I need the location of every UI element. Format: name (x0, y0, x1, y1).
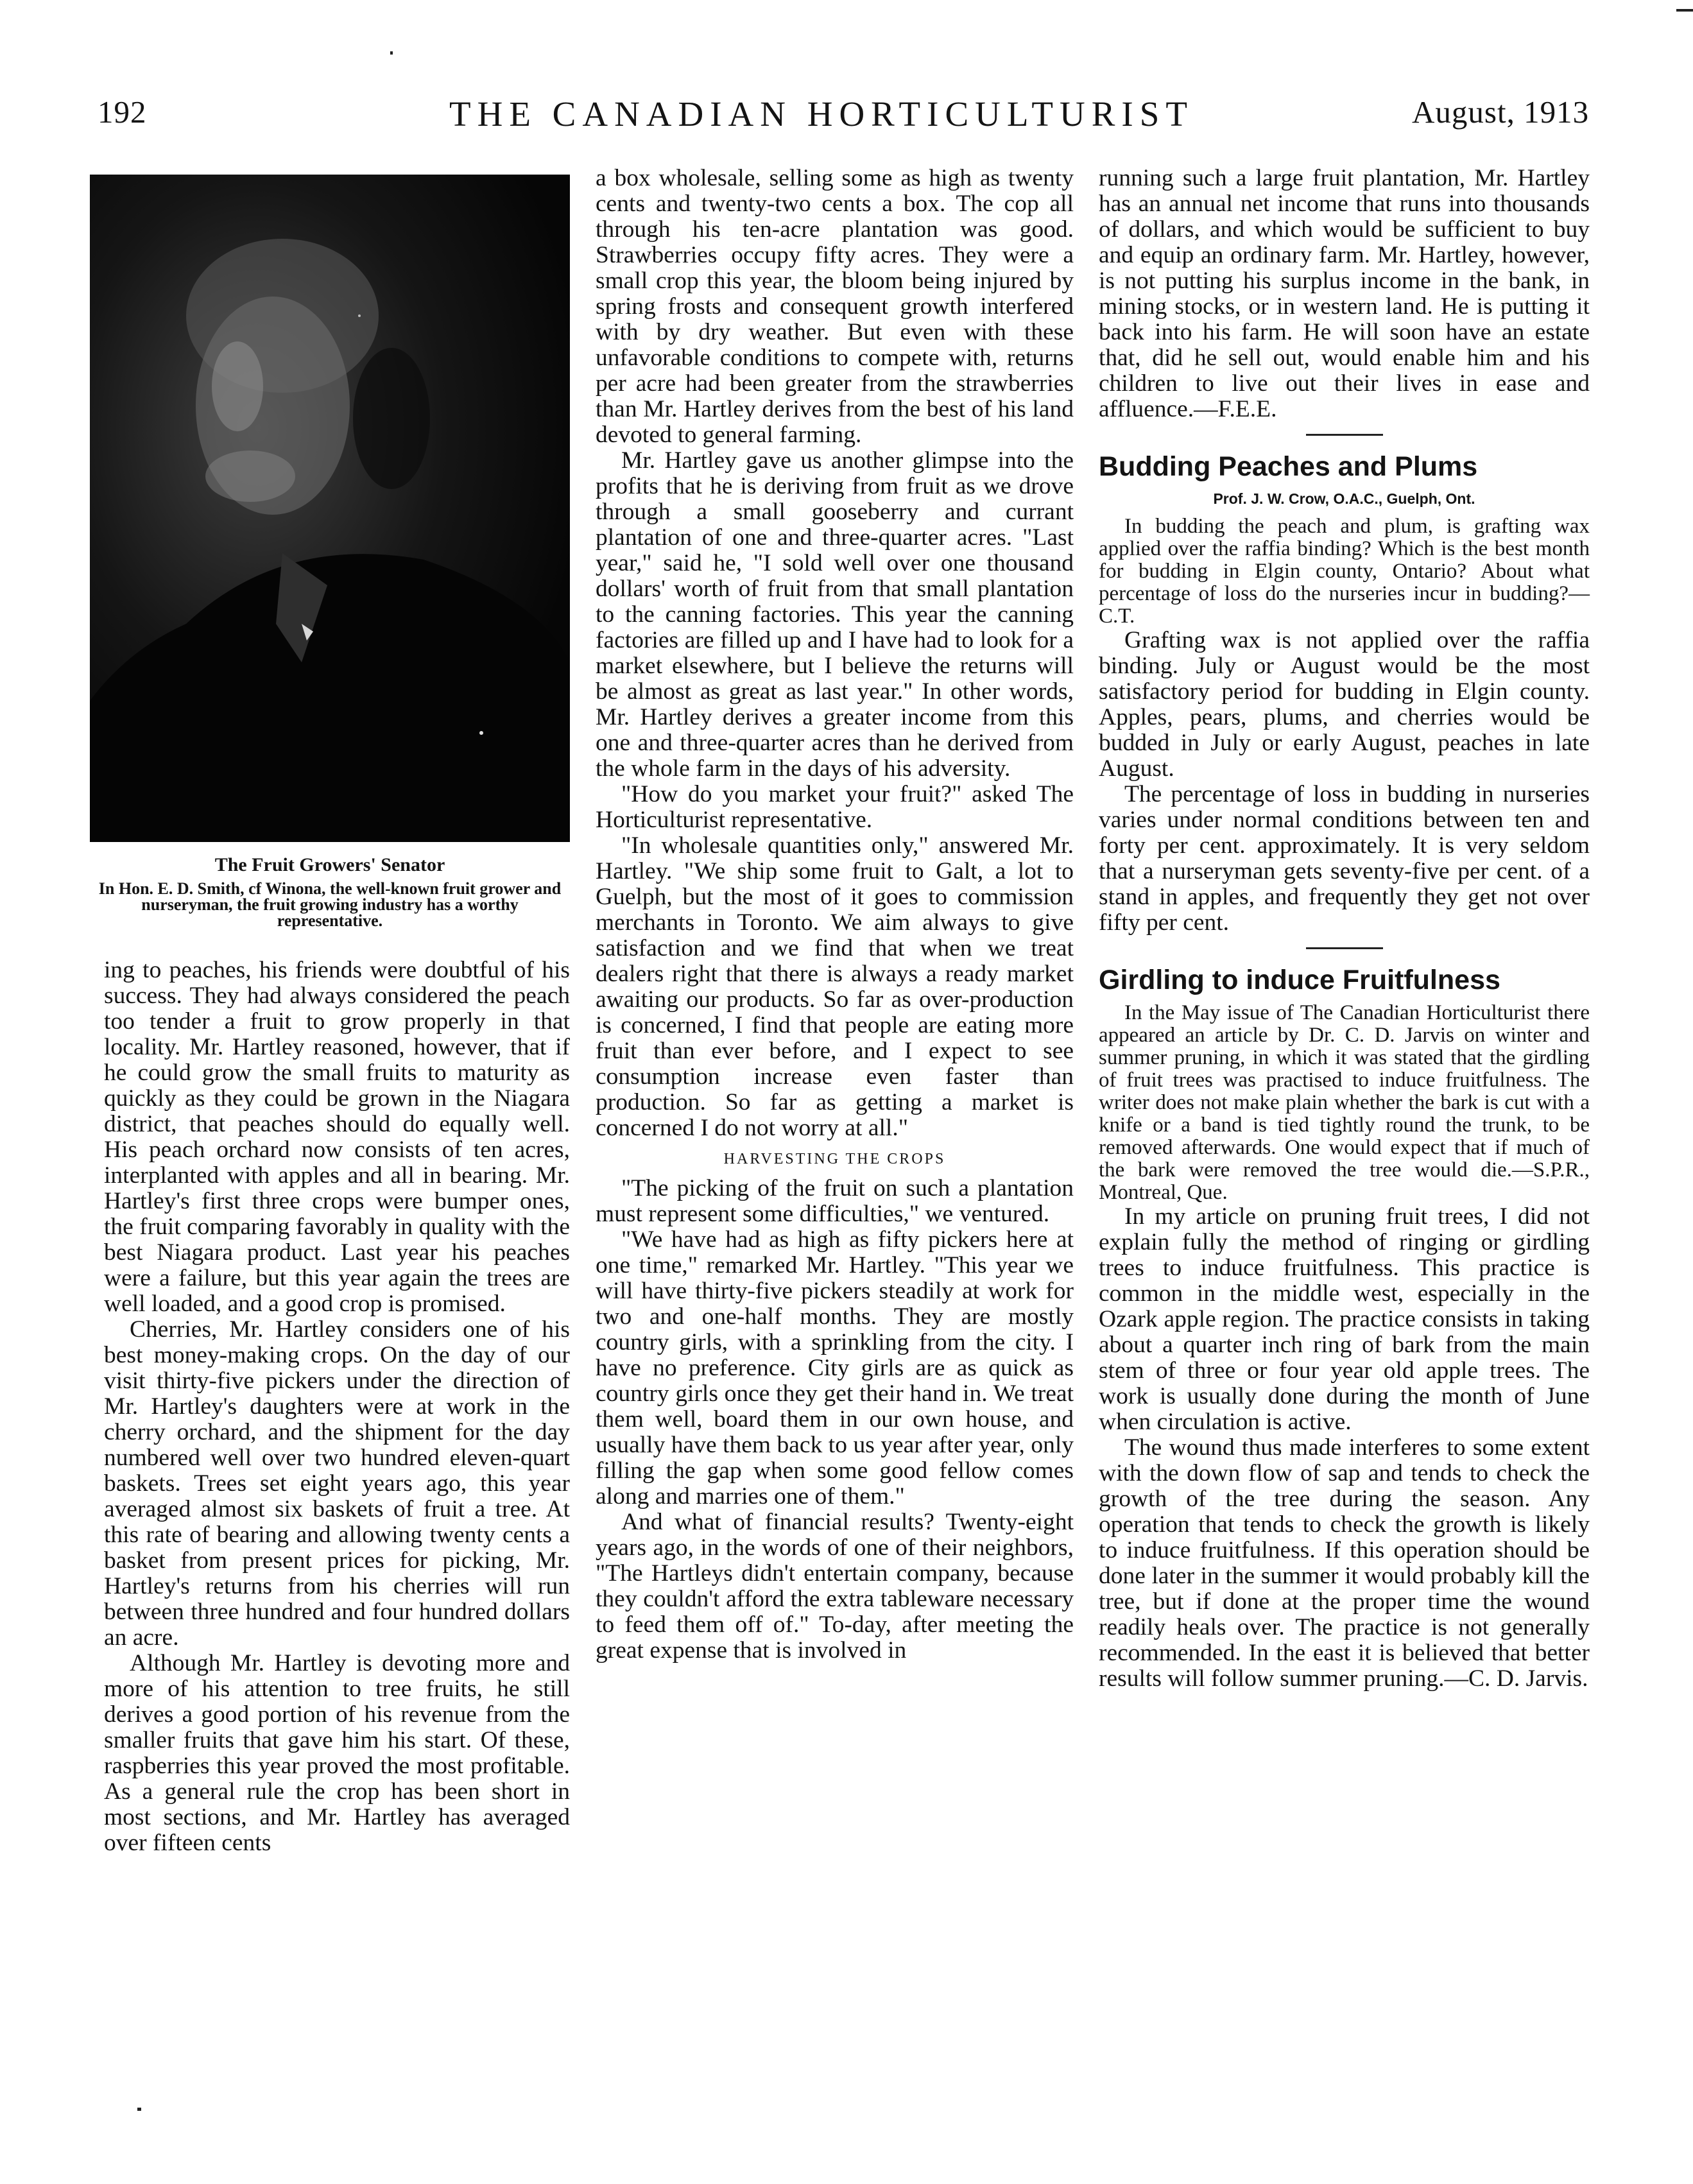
paragraph: a box wholesale, selling some as high as twenty cents and twenty-two cents a box. The cop all through his ten-acre plantation was good. Strawberries occupy fifty acres. They were a small crop this year, the bloom being injured by spring frosts and consequent growth interfered with by dry weather. But even with these unfavorable conditions to compete with, returns per acre had been greater from the strawberries than Mr. Hartley derives from the best of his land devoted to general farming. (596, 165, 1074, 448)
portrait-silhouette (90, 175, 570, 842)
question-text: In budding the peach and plum, is grafting wax applied over the raffia binding? Which is the best month for budding in Elgin county, Ontario? About what percentage of loss do the nurseries incur in budding?—C.T. (1099, 515, 1590, 628)
column-1 (104, 958, 570, 1856)
print-speck (390, 51, 393, 55)
section-divider (1306, 947, 1383, 949)
paragraph: In my article on pruning fruit trees, I did not explain fully the method of ringing or girdling trees to induce fruitfulness. This practice is common in the middle west, especially in the Ozark apple region. The practice consists in taking about a quarter inch ring of bark from the main stem of three or four year old apple trees. The work is usually done during the month of June when circulation is active. (1099, 1203, 1590, 1435)
paragraph: Mr. Hartley gave us another glimpse into the profits that he is deriving from fruit as we drove through a small gooseberry and currant plantation of one and three-quarter acres. "Last year," said he, "I sold well over one thousand dollars' worth of fruit from that small plantation to the canning factories. This year the canning factories are filled up and I have had to look for a market elsewhere, but I believe the returns will be almost as great as last year." In other words, Mr. Hartley derives a greater income from this one and three-quarter acres than he derived from the whole farm in the days of his adversity. (596, 447, 1074, 782)
page-number: 192 (98, 94, 147, 130)
magazine-title: THE CANADIAN HORTICULTURIST (449, 94, 1194, 133)
column-3 (1099, 166, 1590, 1692)
paragraph: "How do you market your fruit?" asked The Horticulturist representative. (596, 781, 1074, 833)
reader-question (1099, 1002, 1590, 1204)
print-speck (137, 2108, 141, 2111)
subheading: HARVESTING THE CROPS (723, 1151, 946, 1167)
byline: Prof. J. W. Crow, O.A.C., Guelph, Ont. (1213, 490, 1475, 507)
section-title: Girdling to induce Fruitfulness (1099, 965, 1500, 995)
paragraph: "We have had as high as fifty pickers here at one time," remarked Mr. Hartley. "This year we will have thirty-five pickers steadily at work for two and one-half months. They are mostly country girls, with a sprinkling from the city. I have no preference. City girls are as quick as country girls once they get their hand in. We treat them well, board them in our own house, and usually have them back to us year after year, only filling the gap when some good fellow comes along and marries one of them." (596, 1226, 1074, 1509)
paragraph: "The picking of the fruit on such a plantation must represent some difficulties," we ventured. (596, 1175, 1074, 1227)
question-text: In the May issue of The Canadian Horticulturist there appeared an article by Dr. C. D. Jarvis on winter and summer pruning, in which it was stated that the girdling of fruit trees was practised to induce fruitfulness. The writer does not make plain whether the bark is cut with a knife or a band is tied tightly round the trunk, to be removed afterwards. One would expect that if much of the bark were removed the tree would die.—S.P.R., Montreal, Que. (1099, 1001, 1590, 1204)
section-title: Budding Peaches and Plums (1099, 451, 1478, 482)
paragraph: The percentage of loss in budding in nurseries varies under normal conditions between ten and forty per cent. approximately. It is very seldom that a nurseryman gets seventy-five per cent. of a stand in apples, and frequently they get not over fifty per cent. (1099, 781, 1590, 936)
paragraph: Grafting wax is not applied over the raffia binding. July or August would be the most satisfactory period for budding in Elgin county. Apples, pears, plums, and cherries would be budded in July or early August, peaches in late August. (1099, 627, 1590, 782)
paragraph: Although Mr. Hartley is devoting more and more of his attention to tree fruits, he still derives a good portion of his revenue from the smaller fruits that gave him his start. Of these, raspberries this year proved the most profitable. As a general rule the crop has been short in most sections, and Mr. Hartley has averaged over fifteen cents (104, 1650, 570, 1856)
section-divider (1306, 434, 1383, 436)
issue-date: August, 1913 (1412, 94, 1590, 130)
margin-mark (1676, 9, 1693, 12)
caption-title: The Fruit Growers' Senator (214, 854, 445, 875)
portrait-photo (90, 175, 570, 842)
photo-caption (90, 854, 570, 929)
paragraph: ing to peaches, his friends were doubtful of his success. They had always considered the peach too tender a fruit to grow properly in that locality. Mr. Hartley reasoned, however, that if he could grow the small fruits to maturity as quickly as they could be grown in the Niagara district, that peaches should do equally well. His peach orchard now consists of ten acres, interplanted with apples and all in bearing. Mr. Hartley's first three crops were bumper ones, the fruit comparing favorably in quality with the best Niagara product. Last year his peaches were a failure, but this year again the trees are well loaded, and a good crop is promised. (104, 957, 570, 1317)
column-2 (596, 166, 1074, 1664)
caption-text: In Hon. E. D. Smith, cf Winona, the well-known fruit grower and nurseryman, the fruit growing industry has a worthy representative. (98, 879, 562, 930)
paragraph: The wound thus made interferes to some extent with the down flow of sap and tends to check the growth of the tree during the season. Any operation that tends to check the growth is likely to induce fruitfulness. If this operation should be done later in the summer it would probably kill the tree, but if done at the proper time the wound readily heals over. The practice is not generally recommended. In the east it is believed that better results will follow summer pruning.—C. D. Jarvis. (1099, 1434, 1590, 1692)
paragraph: And what of financial results? Twenty-eight years ago, in the words of one of their neighbors, "The Hartleys didn't entertain company, because they couldn't afford the extra tableware necessary to feed them off of." To-day, after meeting the great expense that is involved in (596, 1509, 1074, 1664)
reader-question (1099, 515, 1590, 628)
paragraph: "In wholesale quantities only," answered Mr. Hartley. "We ship some fruit to Galt, a lot to Guelph, but the most of it goes to commission merchants in Toronto. We aim always to give satisfaction and we find that when we treat dealers right that there is always a ready market awaiting our products. So far as over-production is concerned, I find that people are eating more fruit than ever before, and I expect to see consumption increase even faster than production. So far as getting a market is concerned I do not worry at all." (596, 832, 1074, 1141)
paragraph: running such a large fruit plantation, Mr. Hartley has an annual net income that runs into thousands of dollars, and which would be sufficient to buy and equip an ordinary farm. Mr. Hartley, however, is not putting his surplus income in the bank, in mining stocks, or in western land. He is putting it back into his farm. He will soon have an estate that, did he sell out, would enable him and his children to live out their lives in ease and affluence.—F.E.E. (1099, 165, 1590, 422)
paragraph: Cherries, Mr. Hartley considers one of his best money-making crops. On the day of our visit thirty-five pickers under the direction of Mr. Hartley's daughters were at work in the cherry orchard, and the shipment for the day numbered well over two hundred eleven-quart baskets. Trees set eight years ago, this year averaged almost six baskets of fruit a tree. At this rate of bearing and allowing twenty cents a basket from present prices for picking, Mr. Hartley's returns from his cherries will run between three hundred and four hundred dollars an acre. (104, 1316, 570, 1651)
